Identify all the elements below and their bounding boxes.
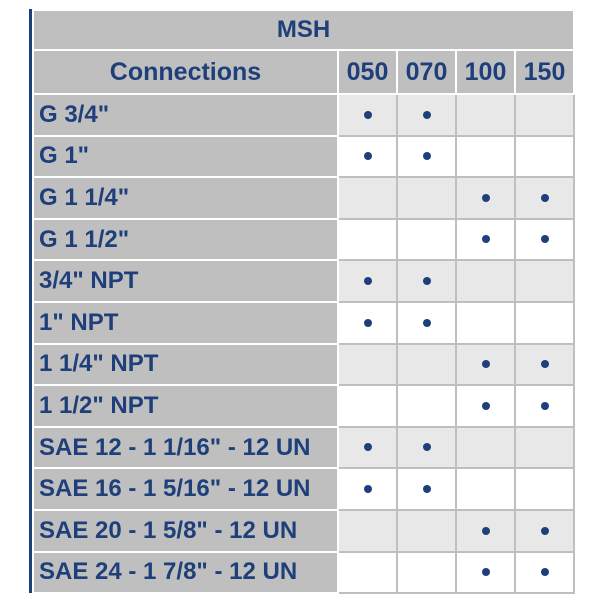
availability-cell-070 xyxy=(397,94,456,136)
connection-label: 1 1/4" NPT xyxy=(33,344,338,386)
connection-label: 3/4" NPT xyxy=(33,260,338,302)
availability-cell-150 xyxy=(515,385,574,427)
connection-label: G 1 1/4" xyxy=(33,177,338,219)
available-dot-icon xyxy=(364,485,372,493)
availability-cell-150 xyxy=(515,94,574,136)
availability-cell-070 xyxy=(397,468,456,510)
availability-cell-050 xyxy=(338,552,397,594)
size-header-070: 070 xyxy=(397,50,456,94)
availability-cell-070 xyxy=(397,385,456,427)
availability-cell-070 xyxy=(397,552,456,594)
availability-cell-050 xyxy=(338,302,397,344)
availability-cell-150 xyxy=(515,177,574,219)
availability-cell-050 xyxy=(338,344,397,386)
availability-cell-100 xyxy=(456,260,515,302)
connection-label: 1" NPT xyxy=(33,302,338,344)
connection-label: 1 1/2" NPT xyxy=(33,385,338,427)
available-dot-icon xyxy=(482,402,490,410)
availability-cell-050 xyxy=(338,468,397,510)
table-row xyxy=(33,302,574,344)
available-dot-icon xyxy=(364,443,372,451)
table-row xyxy=(33,260,574,302)
table-row xyxy=(33,219,574,261)
table-body xyxy=(33,94,574,593)
available-dot-icon xyxy=(364,319,372,327)
availability-cell-100 xyxy=(456,427,515,469)
table-row xyxy=(33,510,574,552)
available-dot-icon xyxy=(541,194,549,202)
availability-cell-050 xyxy=(338,260,397,302)
table-row xyxy=(33,94,574,136)
table-row xyxy=(33,468,574,510)
available-dot-icon xyxy=(423,111,431,119)
available-dot-icon xyxy=(482,568,490,576)
connection-label: G 1 1/2" xyxy=(33,219,338,261)
availability-cell-070 xyxy=(397,219,456,261)
availability-cell-050 xyxy=(338,94,397,136)
availability-cell-070 xyxy=(397,302,456,344)
availability-cell-050 xyxy=(338,510,397,552)
availability-cell-150 xyxy=(515,510,574,552)
availability-cell-050 xyxy=(338,427,397,469)
availability-cell-070 xyxy=(397,136,456,178)
availability-cell-050 xyxy=(338,385,397,427)
connection-label: SAE 12 - 1 1/16" - 12 UN xyxy=(33,427,338,469)
size-header-150: 150 xyxy=(515,50,574,94)
availability-cell-100 xyxy=(456,136,515,178)
table-row xyxy=(33,552,574,594)
availability-cell-050 xyxy=(338,177,397,219)
availability-cell-150 xyxy=(515,302,574,344)
connection-label: G 3/4" xyxy=(33,94,338,136)
available-dot-icon xyxy=(423,152,431,160)
availability-cell-150 xyxy=(515,136,574,178)
availability-cell-100 xyxy=(456,177,515,219)
connections-header: Connections xyxy=(33,50,338,94)
size-header-100: 100 xyxy=(456,50,515,94)
availability-cell-150 xyxy=(515,260,574,302)
table-row xyxy=(33,136,574,178)
availability-cell-100 xyxy=(456,94,515,136)
availability-cell-100 xyxy=(456,510,515,552)
connections-table-frame xyxy=(29,9,571,593)
availability-cell-150 xyxy=(515,468,574,510)
available-dot-icon xyxy=(482,527,490,535)
availability-cell-100 xyxy=(456,302,515,344)
availability-cell-100 xyxy=(456,468,515,510)
size-header-050: 050 xyxy=(338,50,397,94)
availability-cell-100 xyxy=(456,385,515,427)
available-dot-icon xyxy=(541,568,549,576)
available-dot-icon xyxy=(541,235,549,243)
availability-cell-150 xyxy=(515,552,574,594)
available-dot-icon xyxy=(364,277,372,285)
connection-label: SAE 20 - 1 5/8" - 12 UN xyxy=(33,510,338,552)
connection-label: SAE 24 - 1 7/8" - 12 UN xyxy=(33,552,338,594)
available-dot-icon xyxy=(482,194,490,202)
table-row xyxy=(33,344,574,386)
available-dot-icon xyxy=(482,235,490,243)
availability-cell-070 xyxy=(397,510,456,552)
availability-cell-050 xyxy=(338,219,397,261)
connections-table xyxy=(32,9,575,594)
available-dot-icon xyxy=(541,527,549,535)
availability-cell-070 xyxy=(397,344,456,386)
available-dot-icon xyxy=(364,111,372,119)
table-row xyxy=(33,427,574,469)
connection-label: SAE 16 - 1 5/16" - 12 UN xyxy=(33,468,338,510)
available-dot-icon xyxy=(423,485,431,493)
available-dot-icon xyxy=(364,152,372,160)
available-dot-icon xyxy=(423,277,431,285)
table-title: MSH xyxy=(33,10,574,50)
availability-cell-070 xyxy=(397,177,456,219)
availability-cell-100 xyxy=(456,552,515,594)
available-dot-icon xyxy=(423,443,431,451)
available-dot-icon xyxy=(482,360,490,368)
available-dot-icon xyxy=(541,402,549,410)
availability-cell-070 xyxy=(397,427,456,469)
connection-label: G 1" xyxy=(33,136,338,178)
table-row xyxy=(33,177,574,219)
available-dot-icon xyxy=(423,319,431,327)
availability-cell-100 xyxy=(456,344,515,386)
availability-cell-050 xyxy=(338,136,397,178)
availability-cell-150 xyxy=(515,219,574,261)
available-dot-icon xyxy=(541,360,549,368)
availability-cell-150 xyxy=(515,427,574,469)
availability-cell-100 xyxy=(456,219,515,261)
availability-cell-150 xyxy=(515,344,574,386)
availability-cell-070 xyxy=(397,260,456,302)
table-row xyxy=(33,385,574,427)
